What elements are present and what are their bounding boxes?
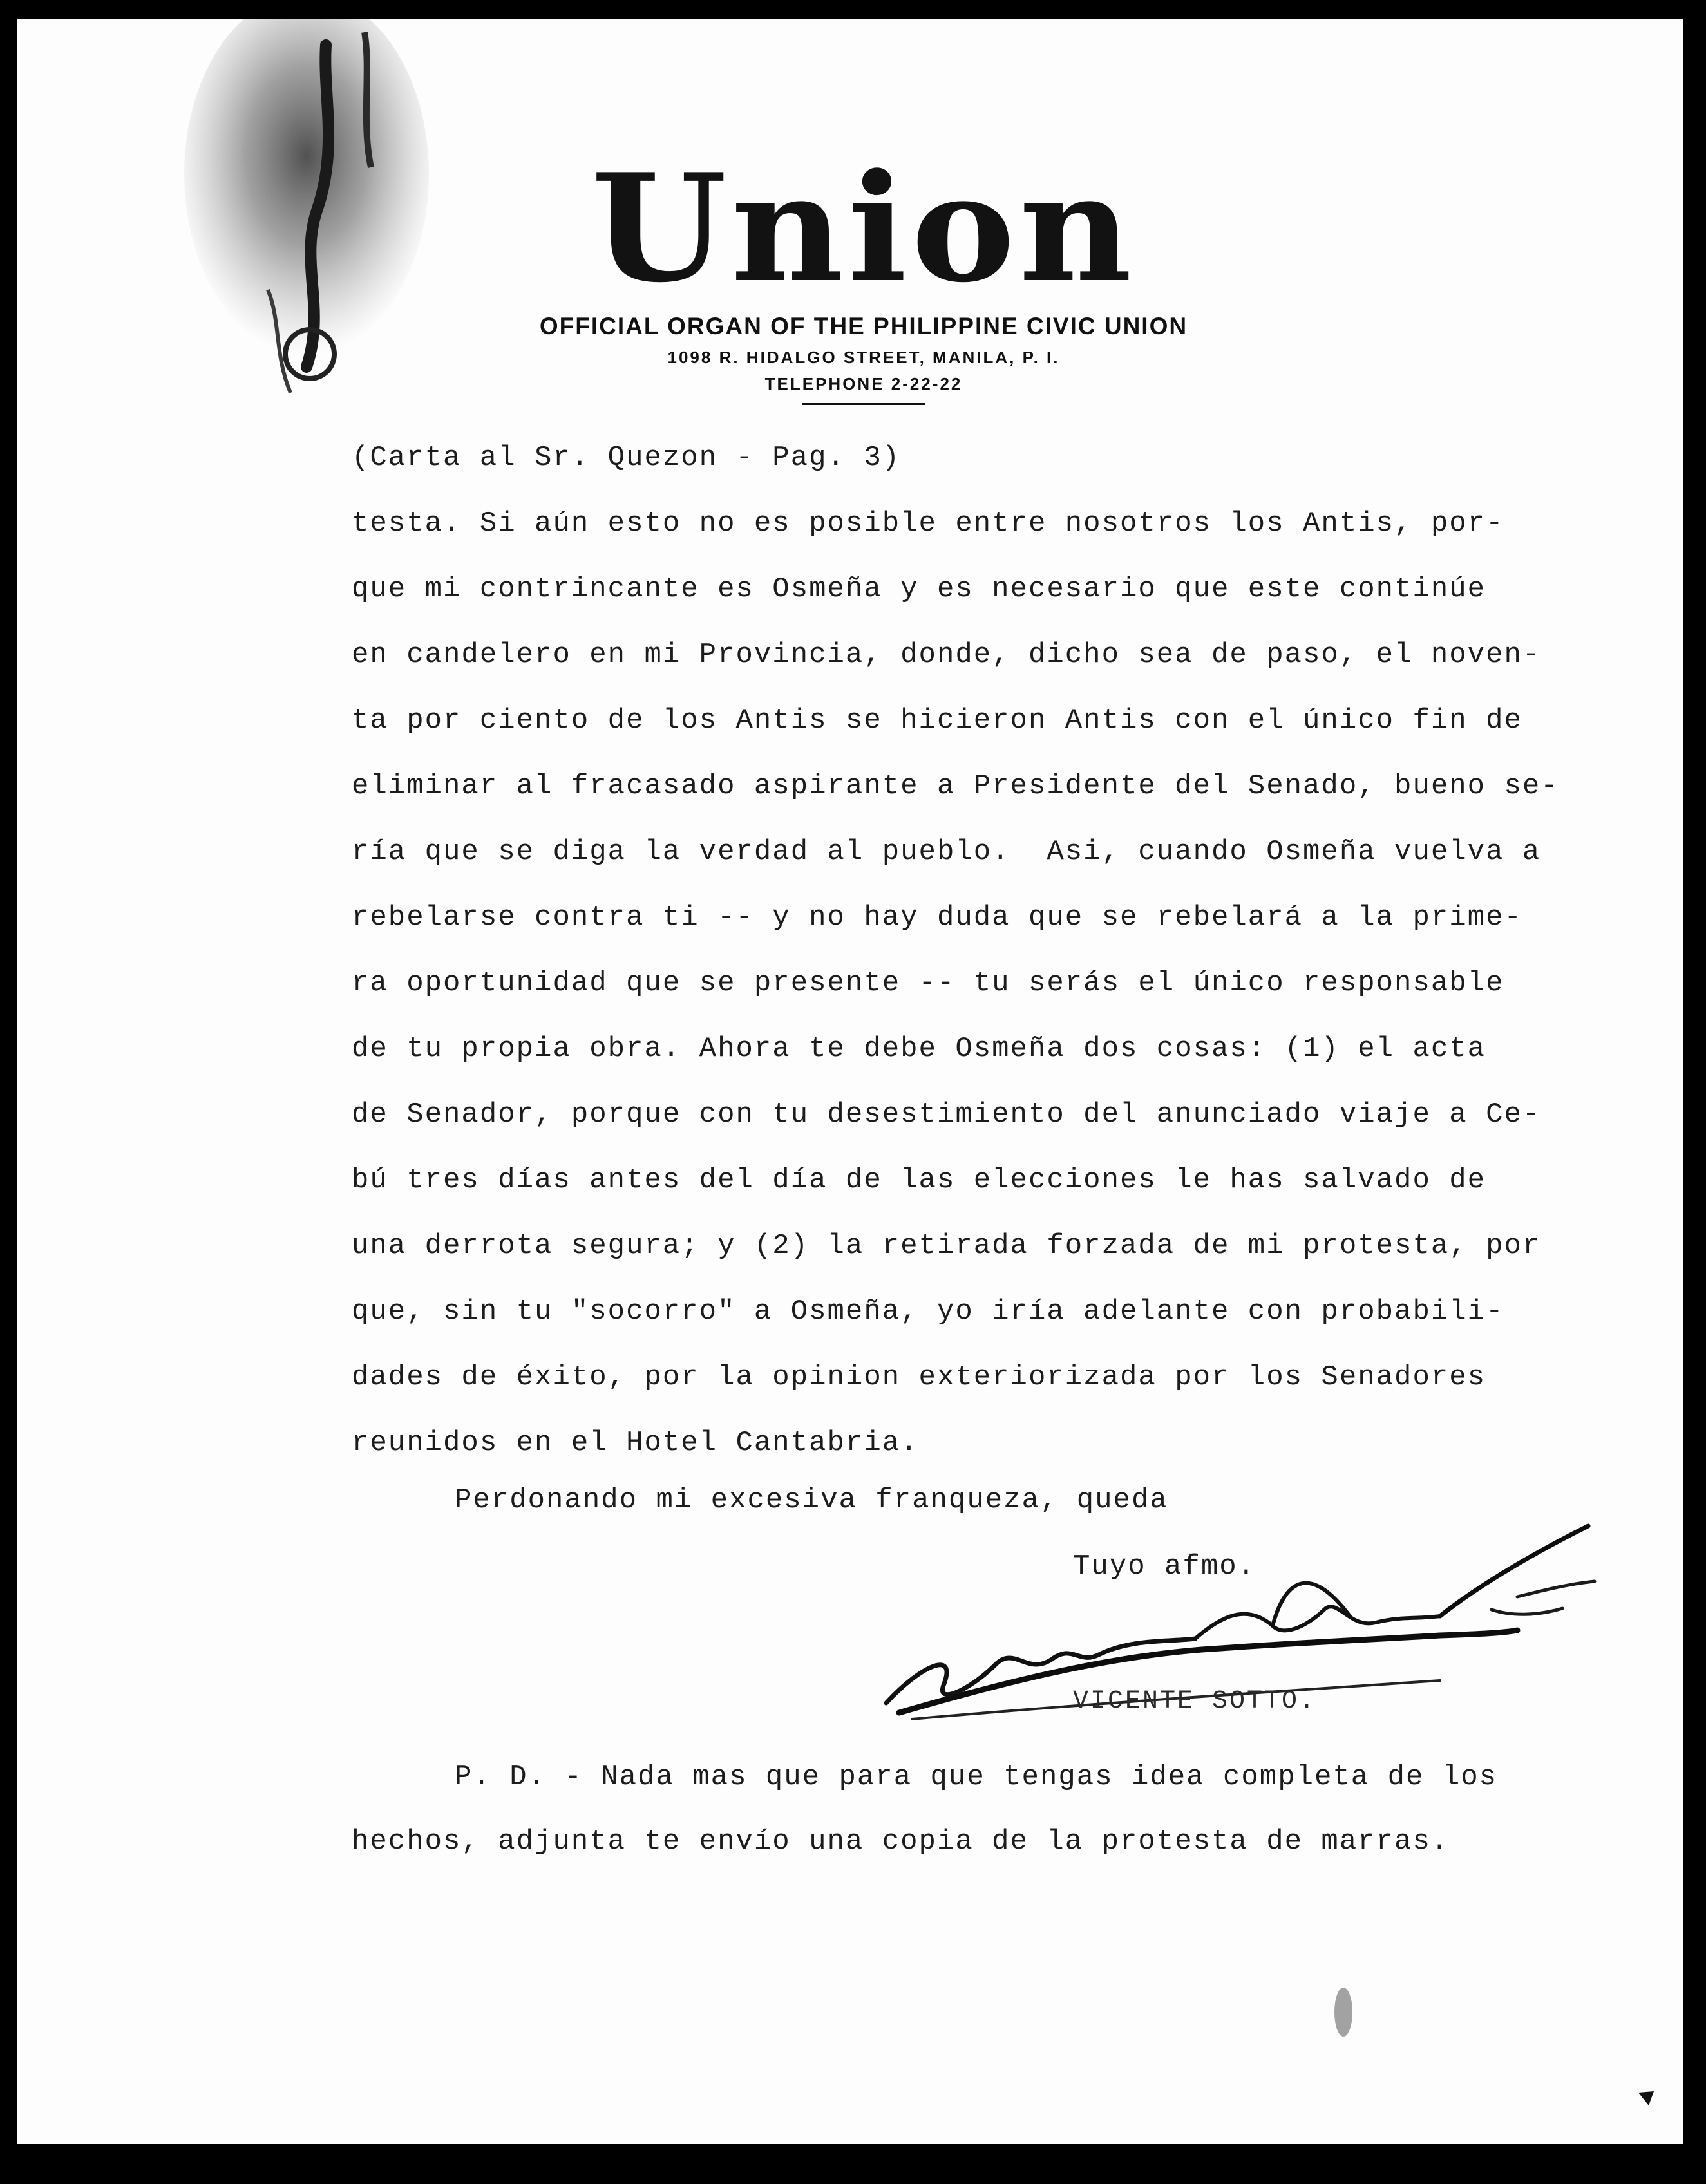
body-line: de tu propia obra. Ahora te debe Osmeña dos cosas: (1) el acta — [352, 1033, 1486, 1065]
letterhead — [493, 142, 1234, 405]
letter-body — [352, 425, 1665, 1476]
ink-smudge-mark — [178, 19, 448, 431]
valediction: Tuyo afmo. — [1073, 1550, 1256, 1583]
masthead-title: Union — [591, 142, 1137, 315]
body-line: que, sin tu "socorro" a Osmeña, yo iría adelante con probabili- — [352, 1295, 1504, 1328]
ink-speck — [1324, 1983, 1363, 2041]
postscript-line: P. D. - Nada mas que para que tengas idea completa de los — [455, 1761, 1498, 1793]
postscript-line: hechos, adjunta te envío una copia de la protesta de marras. — [352, 1825, 1450, 1858]
closing-sentence: Perdonando mi excesiva franqueza, queda — [455, 1484, 1168, 1516]
organization-address: 1098 R. HIDALGO STREET, MANILA, P. I. — [667, 348, 1060, 367]
letter-page — [17, 19, 1683, 2144]
body-line: de Senador, porque con tu desestimiento del anunciado viaje a Ce- — [352, 1098, 1541, 1131]
ink-speck — [1633, 2086, 1659, 2112]
body-line: una derrota segura; y (2) la retirada forzada de mi protesta, por — [352, 1230, 1541, 1262]
body-line: eliminar al fracasado aspirante a Presidente del Senado, bueno se- — [352, 770, 1559, 802]
body-line: dades de éxito, por la opinion exteriorizada por los Senadores — [352, 1361, 1486, 1393]
postscript — [352, 1745, 1665, 1874]
signer-name: VICENTE SOTTO. — [1073, 1687, 1317, 1716]
body-line: ta por ciento de los Antis se hicieron Antis con el único fin de — [352, 704, 1522, 737]
body-line: ra oportunidad que se presente -- tu serás el único responsable — [352, 967, 1504, 999]
body-line: testa. Si aún esto no es posible entre nosotros los Antis, por- — [352, 507, 1504, 540]
letterhead-divider — [802, 403, 925, 405]
organization-telephone: TELEPHONE 2-22-22 — [764, 374, 963, 393]
body-line: reunidos en el Hotel Cantabria. — [352, 1427, 919, 1459]
body-line: rebelarse contra ti -- y no hay duda que se rebelará a la prime- — [352, 901, 1522, 934]
body-line: ría que se diga la verdad al pueblo. Asi, cuando Osmeña vuelva a — [352, 836, 1541, 868]
page-header: (Carta al Sr. Quezon - Pag. 3) — [352, 442, 901, 474]
body-line: bú tres días antes del día de las elecciones le has salvado de — [352, 1164, 1486, 1196]
body-line: en candelero en mi Provincia, donde, dicho sea de paso, el noven- — [352, 639, 1541, 671]
body-line: que mi contrincante es Osmeña y es necesario que este continúe — [352, 573, 1486, 605]
organization-name: OFFICIAL ORGAN OF THE PHILIPPINE CIVIC UNION — [539, 313, 1188, 339]
